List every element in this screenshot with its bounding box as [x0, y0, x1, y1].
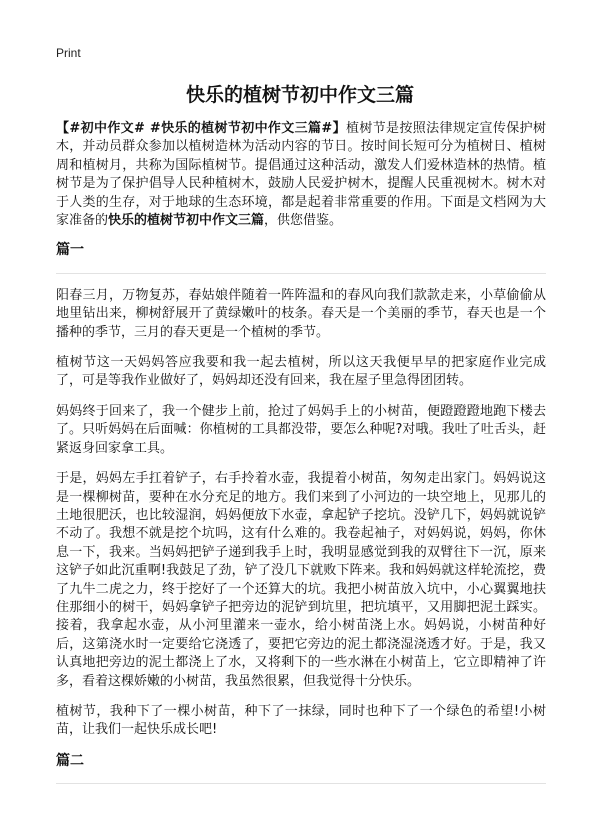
paragraph-4: 于是，妈妈左手扛着铲子，右手拎着水壶，我提着小树苗，匆匆走出家门。妈妈说这是一棵柳树苗，要种在水分充足的地方。我们来到了小河边的一块空地上，见那儿的土地很肥沃，也比较湿润，妈妈便放下水壶，拿起铲子挖坑。没铲几下，妈妈就说铲不动了。我想不就是挖个坑吗，这有什么难的。我卷起袖子，对妈妈说，妈妈，你休息一下，我来。当妈妈把铲子递到我手上时，我明显感觉到我的双臂往下一沉，原来这铲子如此沉重啊!我鼓足了劲，铲了没几下就败下阵来。我和妈妈就这样轮流挖，费了九牛二虎之力，终于挖好了一个还算大的坑。我把小树苗放入坑中，小心翼翼地扶住那细小的树干，妈妈拿铲子把旁边的泥铲到坑里，把坑填平，又用脚把泥土踩实。接着，我拿起水壶，从小河里灌来一壶水，给小树苗浇上水。妈妈说，小树苗种好后，这第浇水时一定要给它浇透了，要把它旁边的泥土都浇湿浇透才好。于是，我又认真地把旁边的泥土都浇上了水，又将剩下的一些水淋在小树苗上，它立即精神了许多，看着这棵娇嫩的小树苗，我虽然很累，但我觉得十分快乐。 — [56, 471, 546, 689]
article-body — [56, 120, 546, 797]
paragraph-2: 植树节这一天妈妈答应我要和我一起去植树，所以这天我便早早的把家庭作业完成了，可是等我作业做好了，妈妈却还没有回来，我在屋子里急得团团转。 — [56, 355, 546, 389]
print-link[interactable]: Print — [56, 46, 81, 60]
intro-tag: 【#初中作文# #快乐的植树节初中作文三篇#】 — [56, 121, 346, 136]
paragraph-5: 植树节，我种下了一棵小树苗，种下了一抹绿，同时也种下了一个绿色的希望!小树苗，让我们一起快乐成长吧! — [56, 703, 546, 738]
section-divider-2 — [56, 783, 546, 784]
intro-text-end: ，供您借鉴。 — [264, 213, 343, 229]
paragraph-3: 妈妈终于回来了，我一个健步上前，抢过了妈妈手上的小树苗，便蹬蹬蹬地跑下楼去了。只听妈妈在后面喊：你植树的工具都没带，要怎么种呢?对哦。我吐了吐舌头，赶紧返身回家拿工具。 — [56, 403, 546, 456]
section-divider-1 — [56, 273, 546, 274]
section-heading-1: 篇一 — [56, 242, 84, 259]
section-heading-2: 篇二 — [56, 752, 84, 769]
page-title: 快乐的植树节初中作文三篇 — [185, 84, 414, 106]
paragraph-1: 阳春三月，万物复苏，春姑娘伴随着一阵阵温和的春风向我们款款走来，小草偷偷从地里钻出来，柳树舒展开了黄绿嫩叶的枝条。春天是一个美丽的季节，春天也是一个播种的季节，三月的春天更是一个植树的季节。 — [56, 287, 546, 340]
intro-text: 植树节是按照法律规定宣传保护树木，并动员群众参加以植树造林为活动内容的节日。按时间长短可分为植树日、植树周和植树月，共称为国际植树节。提倡通过这种活动，激发人们爱林造林的热情。植树节是为了保护倡导人民种植树木，鼓励人民爱护树木，提醒人民重视树木。树木对于人类的生存，对于地球的生态环境，都是起着非常重要的作用。下面是文档网为大家准备的 — [56, 121, 546, 229]
intro-highlight: 快乐的植树节初中作文三篇 — [108, 213, 265, 229]
intro-paragraph — [56, 120, 546, 230]
